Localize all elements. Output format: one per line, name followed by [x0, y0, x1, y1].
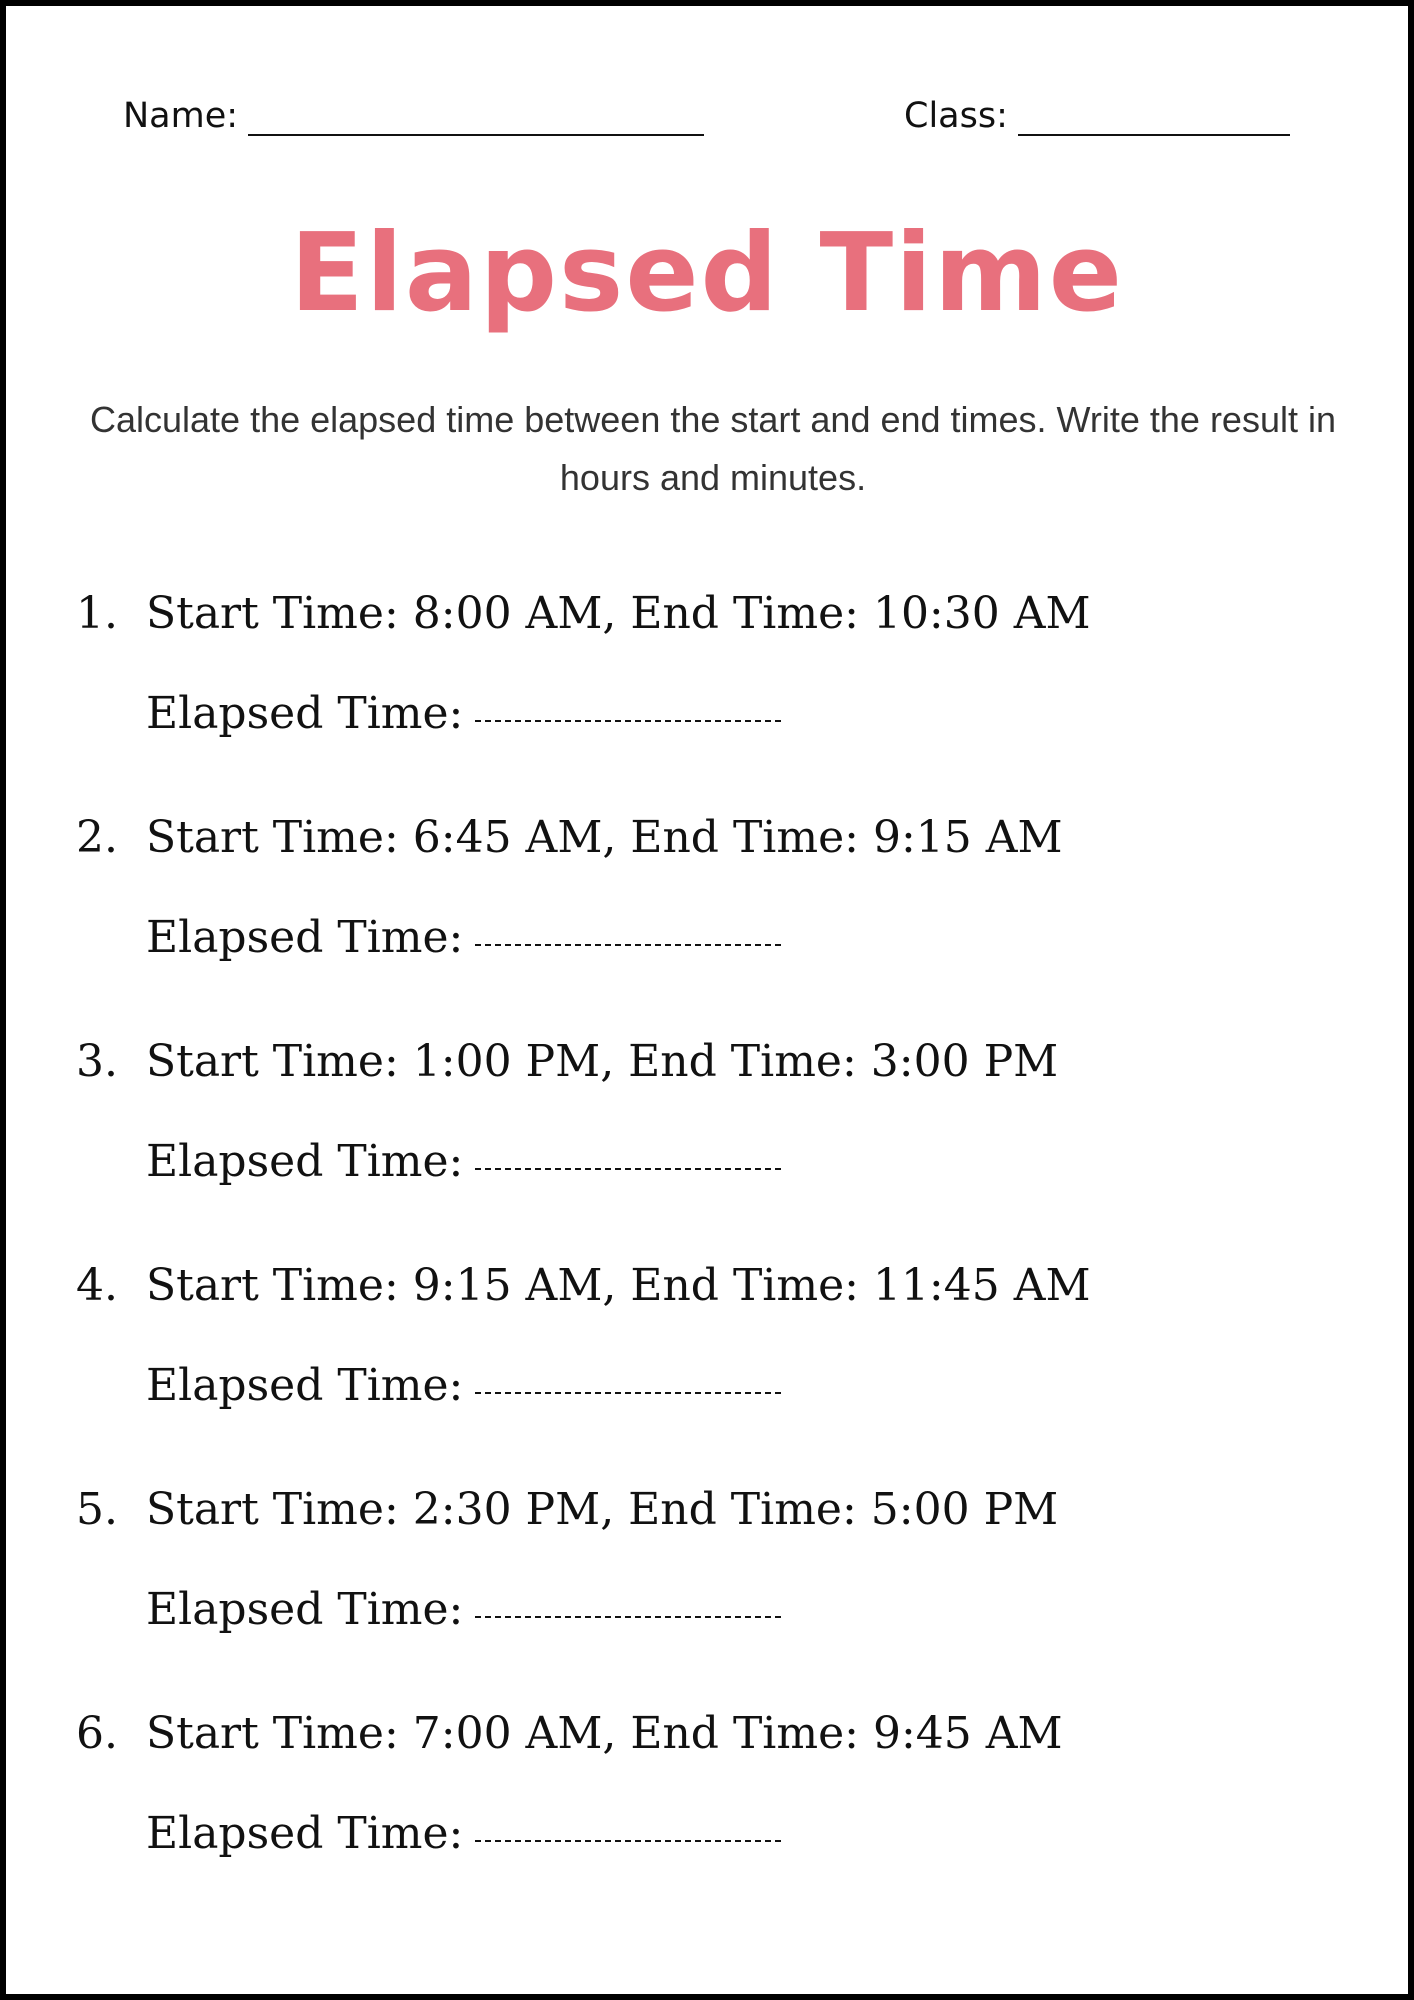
answer-blank-line[interactable] — [475, 1384, 781, 1394]
question-text: Start Time: 1:00 PM, End Time: 3:00 PM — [146, 1036, 1059, 1087]
answer-row — [146, 1584, 781, 1635]
name-blank-line[interactable] — [248, 94, 704, 136]
answer-blank-line[interactable] — [475, 936, 781, 946]
instructions-text: Calculate the elapsed time between the start and end times. Write the result in hours and minutes. — [89, 399, 1336, 498]
question-number: 5. — [76, 1484, 118, 1535]
question-prompt — [76, 1708, 1063, 1759]
question-list — [6, 588, 1408, 1932]
question-text: Start Time: 8:00 AM, End Time: 10:30 AM — [146, 588, 1091, 639]
question-prompt — [76, 1484, 1058, 1535]
answer-label: Elapsed Time: — [146, 1360, 464, 1411]
question-number: 6. — [76, 1708, 118, 1759]
answer-label: Elapsed Time: — [146, 1584, 464, 1635]
question-number: 4. — [76, 1260, 118, 1311]
question-prompt — [76, 588, 1091, 639]
answer-row — [146, 688, 781, 739]
answer-row — [146, 912, 781, 963]
question-prompt — [76, 1036, 1058, 1087]
answer-blank-line[interactable] — [475, 1832, 781, 1842]
question-number: 1. — [76, 588, 118, 639]
question-prompt — [76, 812, 1063, 863]
question-item — [6, 812, 1408, 1036]
question-number: 2. — [76, 812, 118, 863]
question-number: 3. — [76, 1036, 118, 1087]
name-label: Name: — [123, 96, 239, 136]
name-field — [123, 94, 704, 136]
worksheet-title: Elapsed Time — [290, 211, 1124, 336]
class-blank-line[interactable] — [1018, 94, 1290, 136]
question-text: Start Time: 9:15 AM, End Time: 11:45 AM — [146, 1260, 1091, 1311]
class-field — [904, 94, 1290, 136]
question-item — [6, 1484, 1408, 1708]
question-item — [6, 1708, 1408, 1932]
answer-row — [146, 1808, 781, 1859]
answer-label: Elapsed Time: — [146, 688, 464, 739]
question-item — [6, 1036, 1408, 1260]
question-text: Start Time: 2:30 PM, End Time: 5:00 PM — [146, 1484, 1059, 1535]
answer-label: Elapsed Time: — [146, 1136, 464, 1187]
answer-blank-line[interactable] — [475, 712, 781, 722]
class-label: Class: — [904, 96, 1008, 136]
answer-label: Elapsed Time: — [146, 1808, 464, 1859]
question-text: Start Time: 7:00 AM, End Time: 9:45 AM — [146, 1708, 1063, 1759]
question-text: Start Time: 6:45 AM, End Time: 9:15 AM — [146, 812, 1063, 863]
answer-blank-line[interactable] — [475, 1160, 781, 1170]
answer-row — [146, 1136, 781, 1187]
student-info-row — [6, 94, 1408, 144]
question-item — [6, 1260, 1408, 1484]
question-prompt — [76, 1260, 1091, 1311]
answer-blank-line[interactable] — [475, 1608, 781, 1618]
answer-label: Elapsed Time: — [146, 912, 464, 963]
question-item — [6, 588, 1408, 812]
answer-row — [146, 1360, 781, 1411]
